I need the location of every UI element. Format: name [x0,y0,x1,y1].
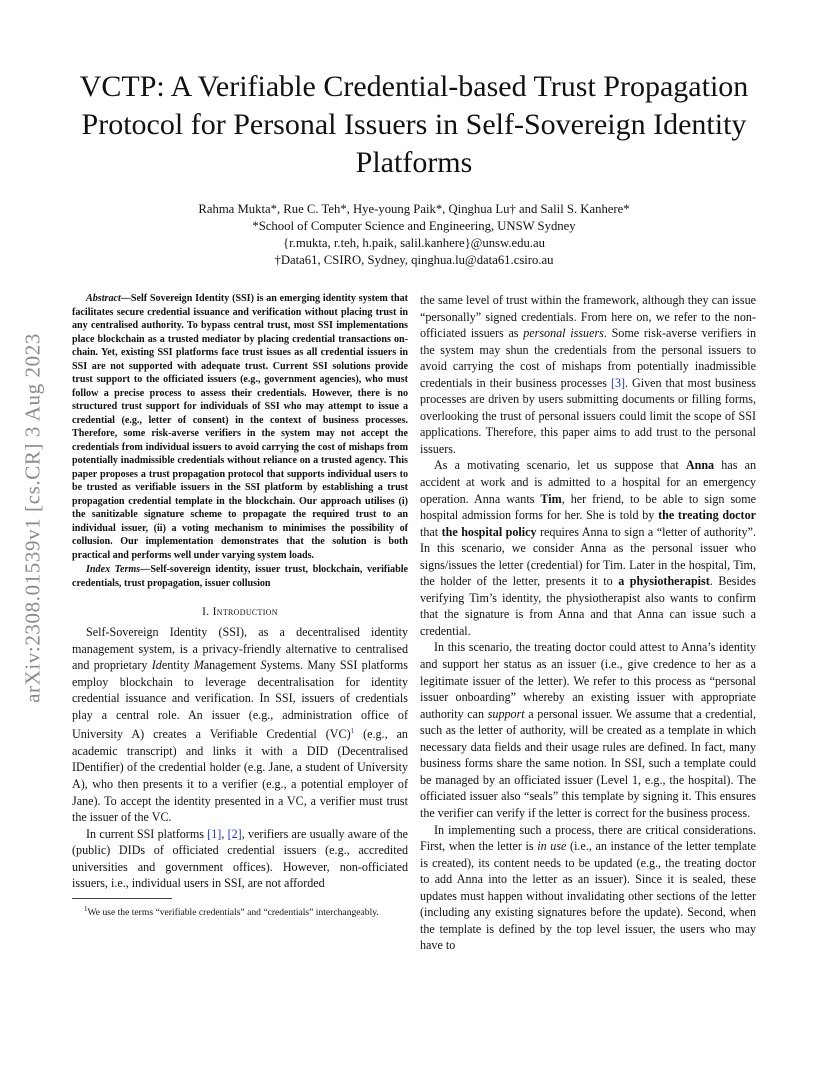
index-terms-text: —Self-sovereign identity, issuer trust, blockchain, verifiable credentials, trust propagation, issuer collusion [72,564,408,589]
citation-link-3[interactable]: [3] [610,375,626,390]
arxiv-identifier: arXiv:2308.01539v1 [cs.CR] 3 Aug 2023 [20,333,45,703]
section-heading-introduction: I. Introduction [202,606,278,618]
intro-paragraph-2: In current SSI platforms [1], [2], verifiers are usually aware of the (public) DIDs of officiated credential issuers (e.g., accredited universities and government offices). However, non-officiated issuers, i.e., individual users in SSI, are not afforded [72,826,409,891]
abstract-label: Abstract [86,293,121,304]
abstract [72,292,408,562]
author-block [70,201,758,269]
index-terms [72,563,408,590]
paper-title: VCTP: A Verifiable Credential-based Trust Propagation Protocol for Personal Issuers in Self-Sovereign Identity Platforms [79,70,749,179]
considerations-paragraph: In implementing such a process, there are critical considerations. First, when the letter is in use (i.e., an instance of the letter template is created), its content needs to be updated (e.g., the treating doctor to add Anna into the letter as an issuer). Since it is sealed, these updates must happen without invalidating other sections of the letter (including any existing signatures before the update). Second, when the template is defined by the top level issuer, the users who may have to [420,822,757,953]
affiliation-unsw: *School of Computer Science and Engineering, UNSW Sydney [252,219,576,233]
abstract-text: —Self Sovereign Identity (SSI) is an emerging identity system that facilitates secure credential issuance and verification without placing trust in any centralised authority. To bypass central trust, most SSI implementations place blockchain as a trusted mediator by placing credential transactions on-chain. Yet, existing SSI platforms face trust issues as all credential issuers in SSI are not supported with adequate trust. Current SSI solutions provide trust support to the officiated issuers (e.g., government agencies), who must follow a precise process to assess their credentials. However, there is no structured trust support for individuals of SSI who may attempt to issue a credential (e.g., letter of consent) in the context of business processes. Therefore, some risk-averse verifiers in the system may not accept the credentials from individual issuers to avoid carrying the cost of mishaps from potentially inadmissible credentials without reliance on a trusted agency. This paper proposes a trust propagation protocol that supports individual users to be trusted as verifiable issuers in the SSI platform by establishing a trust propagation credential template in the blockchain. Our approach utilises (i) the sanitizable signature scheme to propagate the required trust to an individual issuer, (ii) a voting mechanism to minimises the possibility of collusion. Our implementation demonstrates that the solution is both practical and performs well under varying system loads. [72,293,408,561]
footnote-text: We use the terms “verifiable credentials” and “credentials” interchangeably. [87,906,379,918]
citation-link-2[interactable]: [2] [227,826,242,841]
footnote [72,903,408,920]
footnote-ref-link[interactable]: 1 [350,727,355,736]
arxiv-sidebar [10,288,56,748]
citation-link-1[interactable]: [1] [207,826,222,841]
author-names: Rahma Mukta*, Rue C. Teh*, Hye-young Paik*, Qinghua Lu† and Salil S. Kanhere* [198,202,630,216]
index-terms-label: Index Terms [86,564,141,575]
left-column [72,292,408,919]
issuer-onboarding-paragraph: In this scenario, the treating doctor could attest to Anna’s identity and support her status as an issuer (i.e., give credence to her as a legitimate issuer of the letter). We refer to this process as “personal issuer onboarding” whereby an existing issuer with appropriate authority can support a personal issuer. We assume that a credential, such as the letter of authority, will be created as a template in which necessary data fields and their usage rules are defined. In fact, many business forms share the same notion. In SSI, such a template could be managed by an officiated issuer (Level 1, e.g., the hospital). The officiated issuer also “seals” this template by signing it. This ensures the verifier can verify if the letter is correct for the business process. [420,640,756,820]
motivating-scenario-paragraph: As a motivating scenario, let us suppose that Anna has an accident at work and is admitted to a hospital for an emergency operation. Anna wants Tim, her friend, to be able to sign some hospital admission forms for her. She is told by the treating doctor that the hospital policy requires Anna to sign a “letter of authority”. In this scenario, we consider Anna as the personal issuer who signs/issues the letter (credential) for Tim. Later in the hospital, Tim, the holder of the letter, presents it to a physiotherapist. Besides verifying Tim’s identity, the physiotherapist also wants to confirm that the signature is from Anna and that Anna can issue such a credential. [420,458,756,638]
footnote-mark: 1 [84,904,88,913]
affiliation-data61: †Data61, CSIRO, Sydney, qinghua.lu@data61.csiro.au [274,253,554,267]
author-emails: {r.mukta, r.teh, h.paik, salil.kanhere}@unsw.edu.au [283,236,545,250]
right-paragraph-1: the same level of trust within the framework, although they can issue “personally” signed credentials. From here on, we refer to the non-officiated issuers as personal issuers. Some risk-averse verifiers in the system may shun the credentials from the personal issuers to avoid carrying the cost of mishaps from potentially inadmissible credentials in their business processes [3]. Given that most business processes are driven by users submitting documents or filling forms, overlooking the trust of personal issuers could limit the scope of SSI applications. Therefore, this paper aims to add trust to the personal issuers. [420,293,756,456]
right-column [420,292,756,954]
intro-paragraph-1: Self-Sovereign Identity (SSI), as a decentralised identity management system, is a privacy-friendly alternative to centralised and proprietary Identity Management Systems. Many SSI platforms employ blockchain to leverage decentralisation for identity credential issuance and verification. In SSI, issuers of credentials play a central role. An issuer (e.g., administration office of University A) creates a Verifiable Credential (VC)$^1$ (e.g., an academic transcript) and links it with a DID (Decentralised IDentifier) of the credential holder (e.g. Jane, a student of University A), who then presents it to a verifier (e.g., a potential employer of Jane). To accept the identity presented in a VC, a verifier must trust the issuer of the VC. [72,625,409,825]
footnote-rule [72,898,172,899]
